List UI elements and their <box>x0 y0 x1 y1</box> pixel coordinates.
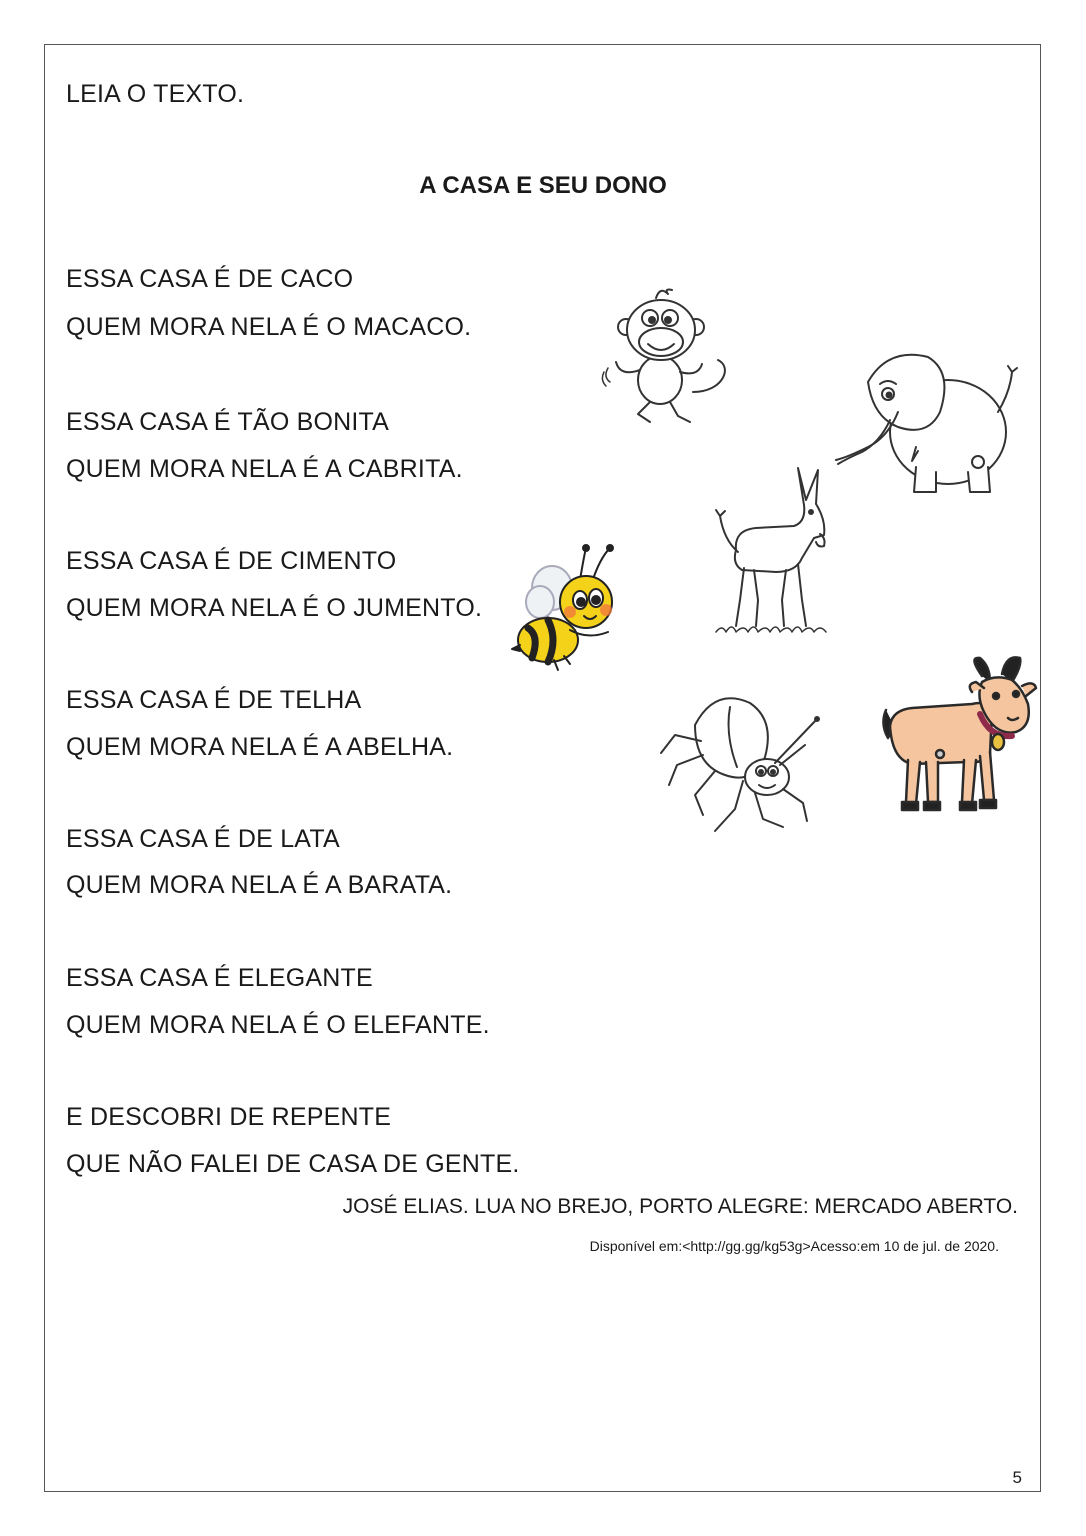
poem-title: A CASA E SEU DONO <box>419 172 667 199</box>
stanza-2-line-1: ESSA CASA É TÃO BONITA <box>66 408 390 436</box>
stanza-7-line-1: E DESCOBRI DE REPENTE <box>66 1103 392 1131</box>
stanza-5-line-1: ESSA CASA É DE LATA <box>66 825 340 853</box>
stanza-5-line-2: QUEM MORA NELA É A BARATA. <box>66 871 453 899</box>
bee-icon <box>510 540 622 675</box>
stanza-7-line-2: QUE NÃO FALEI DE CASA DE GENTE. <box>66 1150 520 1178</box>
page-number: 5 <box>1012 1468 1022 1487</box>
instruction: LEIA O TEXTO. <box>66 80 245 108</box>
stanza-6-line-2: QUEM MORA NELA É O ELEFANTE. <box>66 1011 490 1039</box>
stanza-6-line-1: ESSA CASA É ELEGANTE <box>66 964 373 992</box>
goat-icon <box>872 652 1040 817</box>
stanza-3-line-2: QUEM MORA NELA É O JUMENTO. <box>66 594 483 622</box>
elephant-icon <box>828 342 1020 502</box>
donkey-icon <box>706 460 846 640</box>
stanza-4-line-2: QUEM MORA NELA É A ABELHA. <box>66 733 454 761</box>
stanza-1-line-1: ESSA CASA É DE CACO <box>66 265 354 293</box>
stanza-2-line-2: QUEM MORA NELA É A CABRITA. <box>66 455 463 483</box>
source-citation: Disponível em:<http://gg.gg/kg53g>Acesso:em 10 de jul. de 2020. <box>589 1238 999 1254</box>
stanza-3-line-1: ESSA CASA É DE CIMENTO <box>66 547 397 575</box>
stanza-1-line-2: QUEM MORA NELA É O MACACO. <box>66 313 472 341</box>
author-credit: JOSÉ ELIAS. LUA NO BREJO, PORTO ALEGRE: MERCADO ABERTO. <box>342 1195 1018 1218</box>
monkey-icon <box>598 282 738 437</box>
cockroach-icon <box>655 685 825 840</box>
stanza-4-line-1: ESSA CASA É DE TELHA <box>66 686 362 714</box>
